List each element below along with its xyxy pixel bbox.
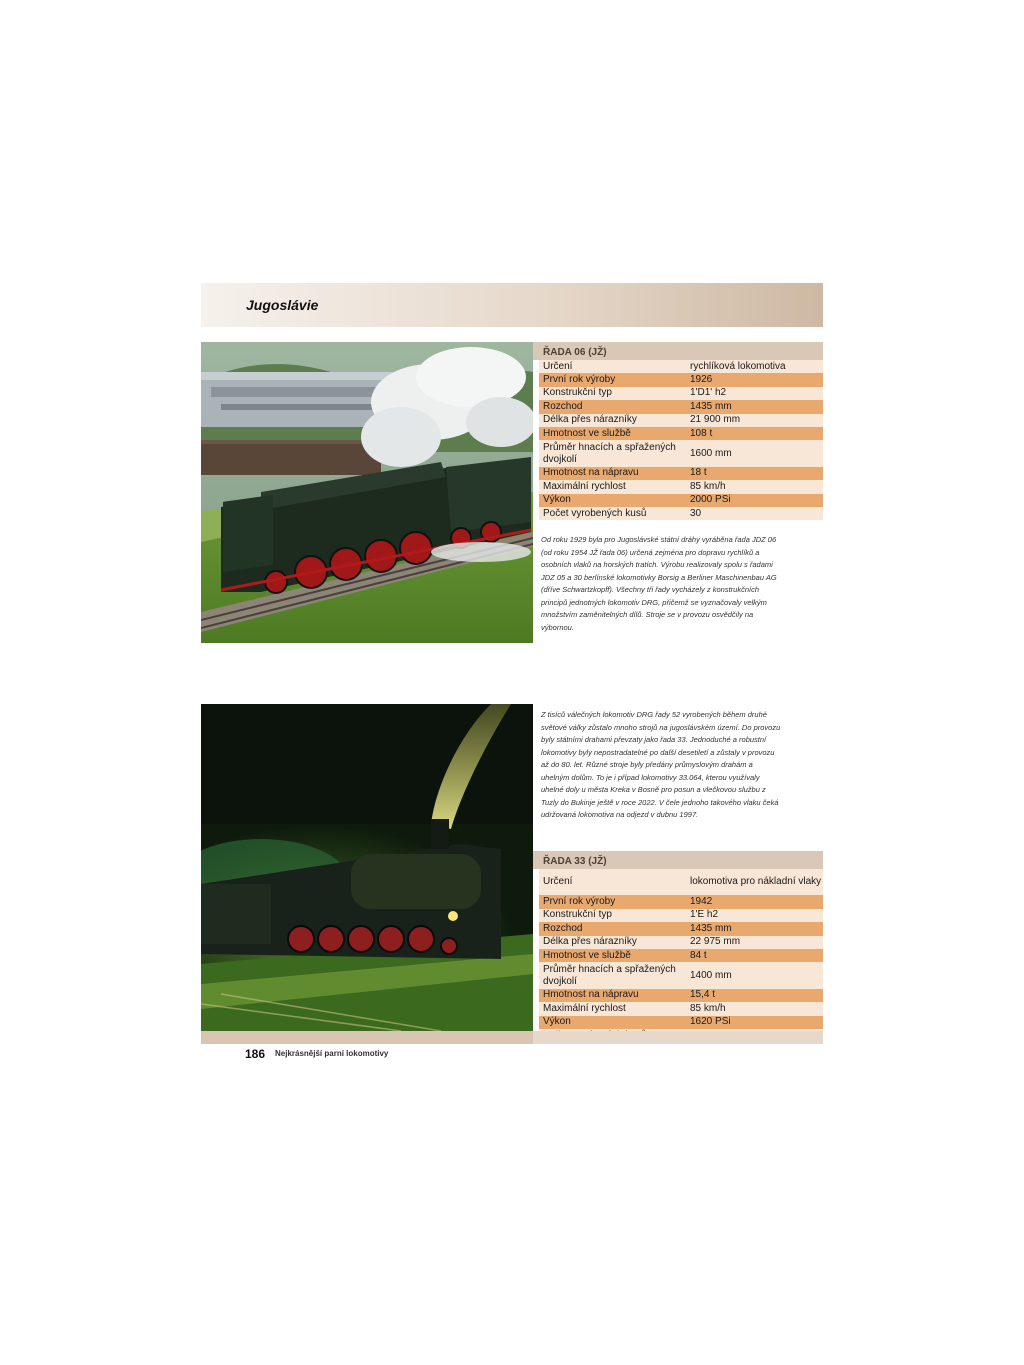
spec-value: 1435 mm bbox=[690, 922, 732, 934]
spec-value: 84 t bbox=[690, 949, 707, 961]
locomotive-photo-daytime bbox=[201, 342, 533, 643]
spec-value: 22 975 mm bbox=[690, 936, 741, 948]
section-header-band bbox=[201, 283, 823, 327]
spec-label: Hmotnost na nápravu bbox=[543, 467, 639, 479]
spec-value: 1620 PSi bbox=[690, 1016, 731, 1028]
spec-value: rychlíková lokomotiva bbox=[690, 360, 786, 372]
spec-row bbox=[539, 494, 823, 507]
spec-row bbox=[539, 360, 823, 373]
spec-row bbox=[539, 962, 823, 988]
spec-value: 30 bbox=[690, 507, 702, 519]
spec-value: 1'D1' h2 bbox=[690, 387, 727, 399]
spec-label: Rozchod bbox=[543, 922, 583, 934]
spec-row bbox=[539, 373, 823, 386]
spec-rows bbox=[539, 360, 823, 520]
spec-label: Průměr hnacích a spřažených dvojkolí bbox=[543, 963, 676, 987]
spec-label: Délka přes nárazníky bbox=[543, 936, 637, 948]
caption-rada-06: Od roku 1929 byla pro Jugoslávské státní dráhy vyráběna řada JDZ 06 (od roku 1954 JŽ řada 06) určená zejména pro dopravu rychlíků a osobních vlaků na horských tratích. Výrobu realizovaly spolu s řadami JDZ 05 a 30 berlínské lokomotivky Borsig a Berliner Maschinenbau AG (dříve Schwartzkopff). Všechny tři řady vycházely z konstrukčních principů jednotných lokomotiv DRG, přičemž se vyznačovaly velkým množstvím zaměnitelných dílů. Stroje se v provozu osvědčily na výbornou. bbox=[541, 535, 777, 632]
spec-row bbox=[539, 480, 823, 493]
footer-strip-right bbox=[533, 1031, 823, 1044]
spec-label: Průměr hnacích a spřažených dvojkolí bbox=[543, 441, 676, 465]
spec-label: Rozchod bbox=[543, 400, 583, 412]
spec-value: 85 km/h bbox=[690, 1002, 726, 1014]
spec-label: Určení bbox=[543, 360, 573, 372]
spec-row bbox=[539, 427, 823, 440]
spec-label: Délka přes nárazníky bbox=[543, 414, 637, 426]
spec-label: Maximální rychlost bbox=[543, 480, 626, 492]
spec-label: Určení bbox=[543, 876, 573, 888]
spec-row bbox=[539, 909, 823, 922]
spec-value: 1926 bbox=[690, 374, 713, 386]
spec-row bbox=[539, 467, 823, 480]
spec-row bbox=[539, 922, 823, 935]
spec-row bbox=[539, 949, 823, 962]
book-title: Nejkrásnější parní lokomotivy bbox=[275, 1049, 389, 1058]
spec-value: 2000 PSi bbox=[690, 494, 731, 506]
spec-value: 108 t bbox=[690, 427, 713, 439]
spec-value: 15,4 t bbox=[690, 989, 716, 1001]
spec-value: 1400 mm bbox=[690, 969, 732, 981]
page-number: 186 bbox=[245, 1047, 266, 1061]
spec-row bbox=[539, 936, 823, 949]
spec-label: Konstrukční typ bbox=[543, 909, 612, 921]
spec-row bbox=[539, 507, 823, 520]
spec-row bbox=[539, 989, 823, 1002]
spec-rows bbox=[539, 869, 823, 1042]
spec-row bbox=[539, 400, 823, 413]
spec-label: Výkon bbox=[543, 494, 571, 506]
spec-label: Výkon bbox=[543, 1016, 571, 1028]
spec-value: 1435 mm bbox=[690, 400, 732, 412]
locomotive-photo-night bbox=[201, 704, 533, 1031]
caption-rada-33: Z tisíců válečných lokomotiv DRG řady 52 vyrobených během druhé světové války zůstalo mnoho strojů na jugoslávském území. Do provozu byly státními drahami převzaty jako řada 33. Jednoduché a robustní lokomotivy byly nepostradatelné po další desetiletí a zůstaly v provozu až do 80. let. Různé stroje byly předány průmyslovým drahám a uhelným dolům. To je i případ lokomotivy 33.064, kterou využívaly uhelné doly u města Kreka v Bosně pro posun a vlečkovou službu z Tuzly do Bukinje ještě v roce 2022. V čele jednoho takového vlaku čeká udržovaná lokomotiva na odjezd v dubnu 1997. bbox=[541, 710, 781, 819]
spec-row bbox=[539, 414, 823, 427]
spec-row bbox=[539, 1002, 823, 1015]
spec-row bbox=[539, 387, 823, 400]
spec-row bbox=[539, 440, 823, 466]
spec-value: 85 km/h bbox=[690, 480, 726, 492]
spec-value: 21 900 mm bbox=[690, 414, 741, 426]
spec-value: lokomotiva pro nákladní vlaky bbox=[690, 876, 822, 888]
spec-label: Hmotnost ve službě bbox=[543, 427, 631, 439]
spec-table-rada-33 bbox=[539, 851, 823, 1042]
spec-label: Hmotnost na nápravu bbox=[543, 989, 639, 1001]
spec-label: Hmotnost ve službě bbox=[543, 949, 631, 961]
spec-value: 1600 mm bbox=[690, 447, 732, 459]
spec-label: Maximální rychlost bbox=[543, 1002, 626, 1014]
section-title: Jugoslávie bbox=[246, 297, 319, 313]
spec-row bbox=[539, 1016, 823, 1029]
spec-value: 18 t bbox=[690, 467, 707, 479]
spec-row bbox=[539, 869, 823, 895]
spec-label: Počet vyrobených kusů bbox=[543, 507, 647, 519]
spec-label: První rok výroby bbox=[543, 374, 616, 386]
spec-row bbox=[539, 895, 823, 908]
spec-table-rada-06 bbox=[539, 342, 823, 520]
spec-label: První rok výroby bbox=[543, 896, 616, 908]
spec-label: Konstrukční typ bbox=[543, 387, 612, 399]
spec-value: 1'E h2 bbox=[690, 909, 719, 921]
spec-table-heading: ŘADA 33 (JŽ) bbox=[533, 851, 823, 869]
spec-table-heading: ŘADA 06 (JŽ) bbox=[533, 342, 823, 360]
spec-value: 1942 bbox=[690, 896, 713, 908]
